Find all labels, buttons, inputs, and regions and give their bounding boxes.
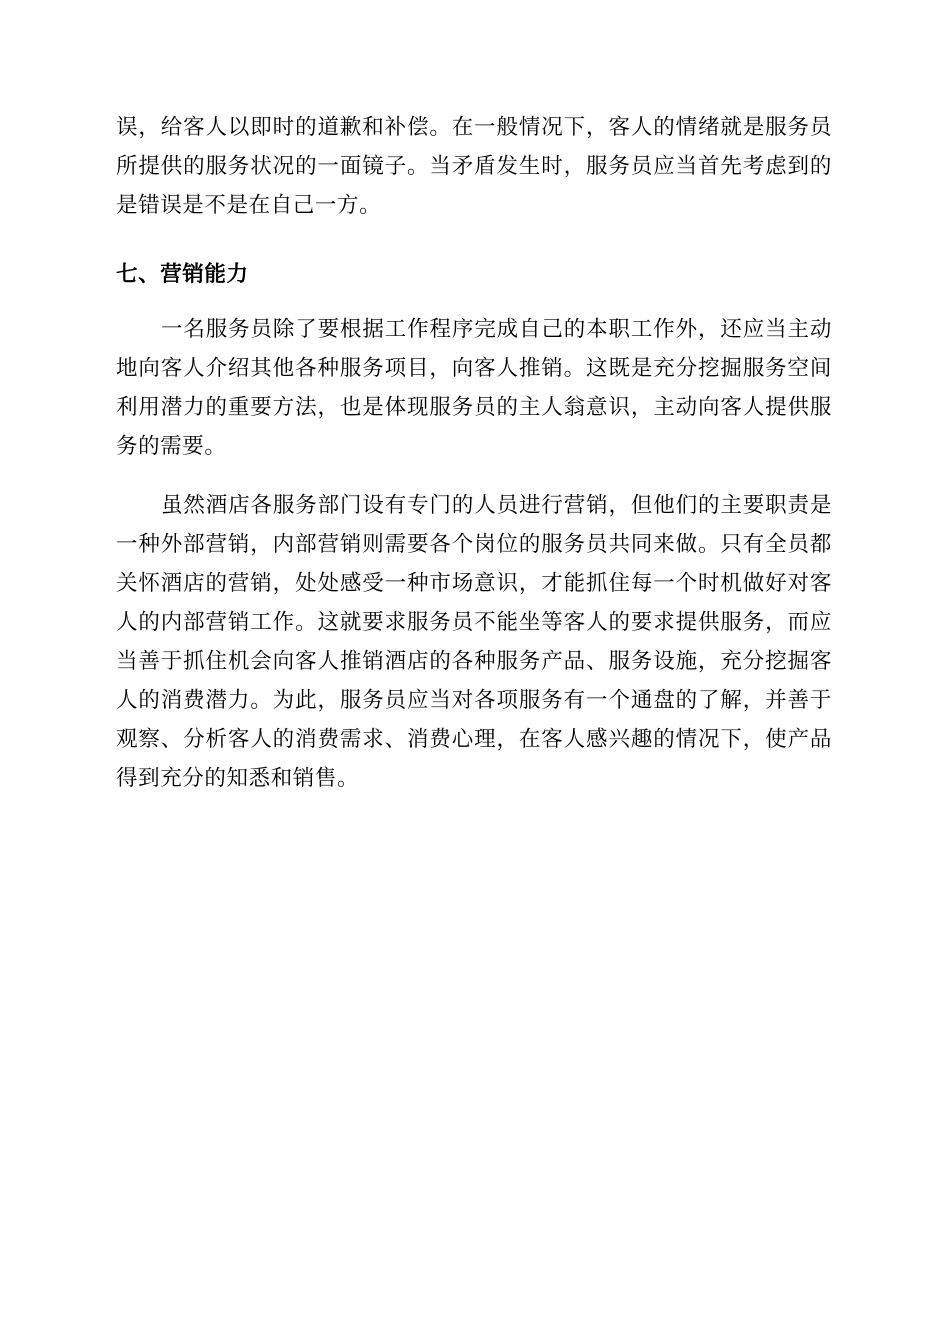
continuation-paragraph: 误，给客人以即时的道歉和补偿。在一般情况下，客人的情绪就是服务员所提供的服务状况的一面镜子。当矛盾发生时，服务员应当首先考虑到的是错误是不是在自己一方。: [116, 115, 832, 218]
body-paragraph-2: 虽然酒店各服务部门设有专门的人员进行营销，但他们的主要职责是一种外部营销，内部营销则需要各个岗位的服务员共同来做。只有全员都关怀酒店的营销，处处感受一种市场意识，才能抓住每一个时机做好对客人的内部营销工作。这就要求服务员不能坐等客人的要求提供服务，而应当善于抓住机会向客人推销酒店的各种服务产品、服务设施，充分挖掘客人的消费潜力。为此，服务员应当对各项服务有一个通盘的了解，并善于观察、分析客人的消费需求、消费心理，在客人感兴趣的情况下，使产品得到充分的知悉和销售。: [116, 493, 832, 791]
body-paragraph-1: 一名服务员除了要根据工作程序完成自己的本职工作外，还应当主动地向客人介绍其他各种服务项目，向客人推销。这既是充分挖掘服务空间利用潜力的重要方法，也是体现服务员的主人翁意识，主动向客人提供服务的需要。: [116, 317, 832, 459]
section-heading: 七、营销能力: [116, 262, 249, 287]
document-page: [116, 108, 832, 798]
